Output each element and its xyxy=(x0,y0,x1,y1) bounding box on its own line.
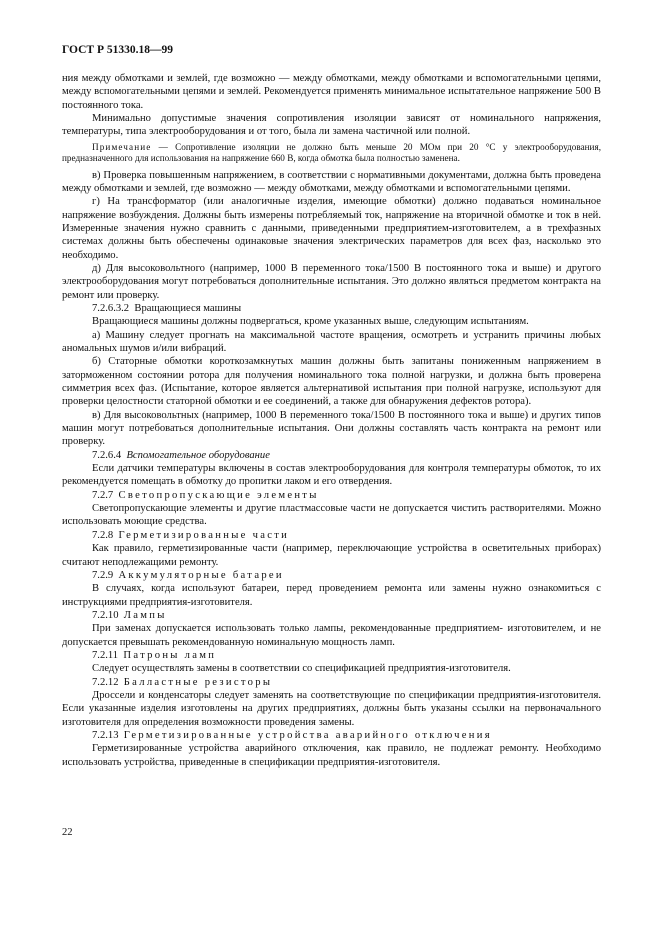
note-label: Примечание xyxy=(92,141,152,152)
paragraph: б) Статорные обмотки короткозамкнутых машин должны быть запитаны пониженным напряжением в заторможенном состоянии ротора для получения номинального тока полной нагрузки, и должна быть проверена симметрия всех фаз. (Испытание, которое является альтернативой испытания при полной нагрузке, используют для проверки целостности статорной обмотки и ее соединений, а также для обнаружения дефектов ротора). xyxy=(62,356,601,408)
page-number: 22 xyxy=(62,827,73,838)
section-title: Балластные резисторы xyxy=(123,676,273,688)
section-heading xyxy=(62,609,601,622)
section-heading xyxy=(62,569,601,582)
section-number: 7.2.6.3.2 xyxy=(92,302,130,314)
paragraph: Как правило, герметизированные части (например, переключающие устройства в осветительных приборах) считают неподлежащими ремонту. xyxy=(62,543,601,568)
paragraph: в) Проверка повышенным напряжением, в соответствии с нормативными документами, должна быть проведена между обмотками и землей, где возможно — между обмотками, между обмотками и вспомогательными цепями. xyxy=(62,169,601,194)
section-number: 7.2.13 xyxy=(92,729,119,741)
paragraph: г) На трансформатор (или аналогичные изделия, имеющие обмотки) должно подаваться номинальное напряжение возбуждения. Должны быть измерены потребляемый ток, напряжение на вторичной обмотке и ток в ней. Измеренные значения нужно сравнить с данными, приведенными предприятием-изготовителем, а в трехфазных системах должны быть обеспечены одинаковые значения электрических параметров для всех фаз, насколько это необходимо. xyxy=(62,196,601,261)
section-number: 7.2.11 xyxy=(92,649,119,661)
section-number: 7.2.12 xyxy=(92,676,119,688)
section-title: Вспомогательное оборудование xyxy=(126,449,270,461)
paragraph: В случаях, когда используют батареи, перед проведением ремонта или замены нужно ознакомиться с инструкциями предприятия-изготовителя. xyxy=(62,583,601,608)
document-header: ГОСТ Р 51330.18—99 xyxy=(62,44,173,56)
section-number: 7.2.9 xyxy=(92,569,114,581)
section-heading xyxy=(62,489,601,502)
paragraph: Вращающиеся машины должны подвергаться, кроме указанных выше, следующим испытаниям. xyxy=(92,316,529,328)
section-title: Вращающиеся машины xyxy=(134,302,242,314)
paragraph: Светопропускающие элементы и другие пластмассовые части не допускается чистить растворителями. Можно использовать моющие средства. xyxy=(62,503,601,528)
paragraph: в) Для высоковольтных (например, 1000 В переменного тока/1500 В постоянного тока и выше) и других типов машин могут потребоваться дополнительные испытания. Они должны составлять часть контракта на ремонт или проверку. xyxy=(62,409,601,448)
paragraph: а) Машину следует прогнать на максимальной частоте вращения, осмотреть и устранить причины любых аномальных шумов и/или вибраций. xyxy=(62,329,601,354)
section-number: 7.2.8 xyxy=(92,529,114,541)
paragraph: ния между обмотками и землей, где возможно — между обмотками, между обмотками и вспомогательными цепями, между вспомогательными цепями и землей. Рекомендуется применять минимальное испытательное напряжение 500 В постоянного тока. xyxy=(62,73,601,111)
section-number: 7.2.10 xyxy=(92,609,119,621)
section-heading xyxy=(62,529,601,542)
section-heading xyxy=(62,676,601,689)
section-title: Герметизированные устройства аварийного отключения xyxy=(123,729,492,741)
paragraph: Следует осуществлять замены в соответствии со спецификацией предприятия-изготовителя. xyxy=(92,663,511,675)
section-title: Герметизированные части xyxy=(118,529,290,541)
paragraph: Минимально допустимые значения сопротивления изоляции зависят от номинального напряжения, температуры, типа электрооборудования и от того, была ли замена частичной или полной. xyxy=(62,113,601,138)
section-title: Лампы xyxy=(123,609,167,621)
paragraph: При заменах допускается использовать только лампы, рекомендованные предприятием- изготовителем, и не допускается превышать рекомендованную номинальную мощность ламп. xyxy=(62,623,601,648)
note-text: — Сопротивление изоляции не должно быть меньше 20 МОм при 20 °С у электрооборудования, предназначенного для использования на напряжение 660 В, когда обмотка была полностью заменена. xyxy=(62,141,601,164)
paragraph: Если датчики температуры включены в состав электрооборудования для контроля температуры обмоток, то их рекомендуется помещать в обмотку до пропитки лаком и его отвердения. xyxy=(62,463,601,488)
paragraph: д) Для высоковольтного (например, 1000 В переменного тока/1500 В постоянного тока и выше) и другого электрооборудования могут потребоваться дополнительные испытания. Это должно являться предметом контракта на ремонт или проверку. xyxy=(62,262,601,301)
section-title: Аккумуляторные батареи xyxy=(118,569,284,581)
section-heading xyxy=(62,649,601,662)
section-heading xyxy=(62,302,601,315)
section-heading xyxy=(62,449,601,462)
section-title: Патроны ламп xyxy=(123,649,217,661)
paragraph: Дроссели и конденсаторы следует заменять на соответствующие по спецификации предприятия-изготовителя. Если указанные изделия изготовлены на других предприятиях, должны быть указаны ссылки на первоначального изготовителя для определения возможности проведения замены. xyxy=(62,689,601,728)
section-heading xyxy=(62,729,601,742)
section-title: Светопропускающие элементы xyxy=(118,489,319,501)
note xyxy=(62,142,601,165)
section-number: 7.2.7 xyxy=(92,489,114,501)
section-number: 7.2.6.4 xyxy=(92,449,122,461)
paragraph: Герметизированные устройства аварийного отключения, как правило, не подлежат ремонту. Необходимо использовать устройства, приведенные в спецификации предприятия-изготовителя. xyxy=(62,743,601,768)
